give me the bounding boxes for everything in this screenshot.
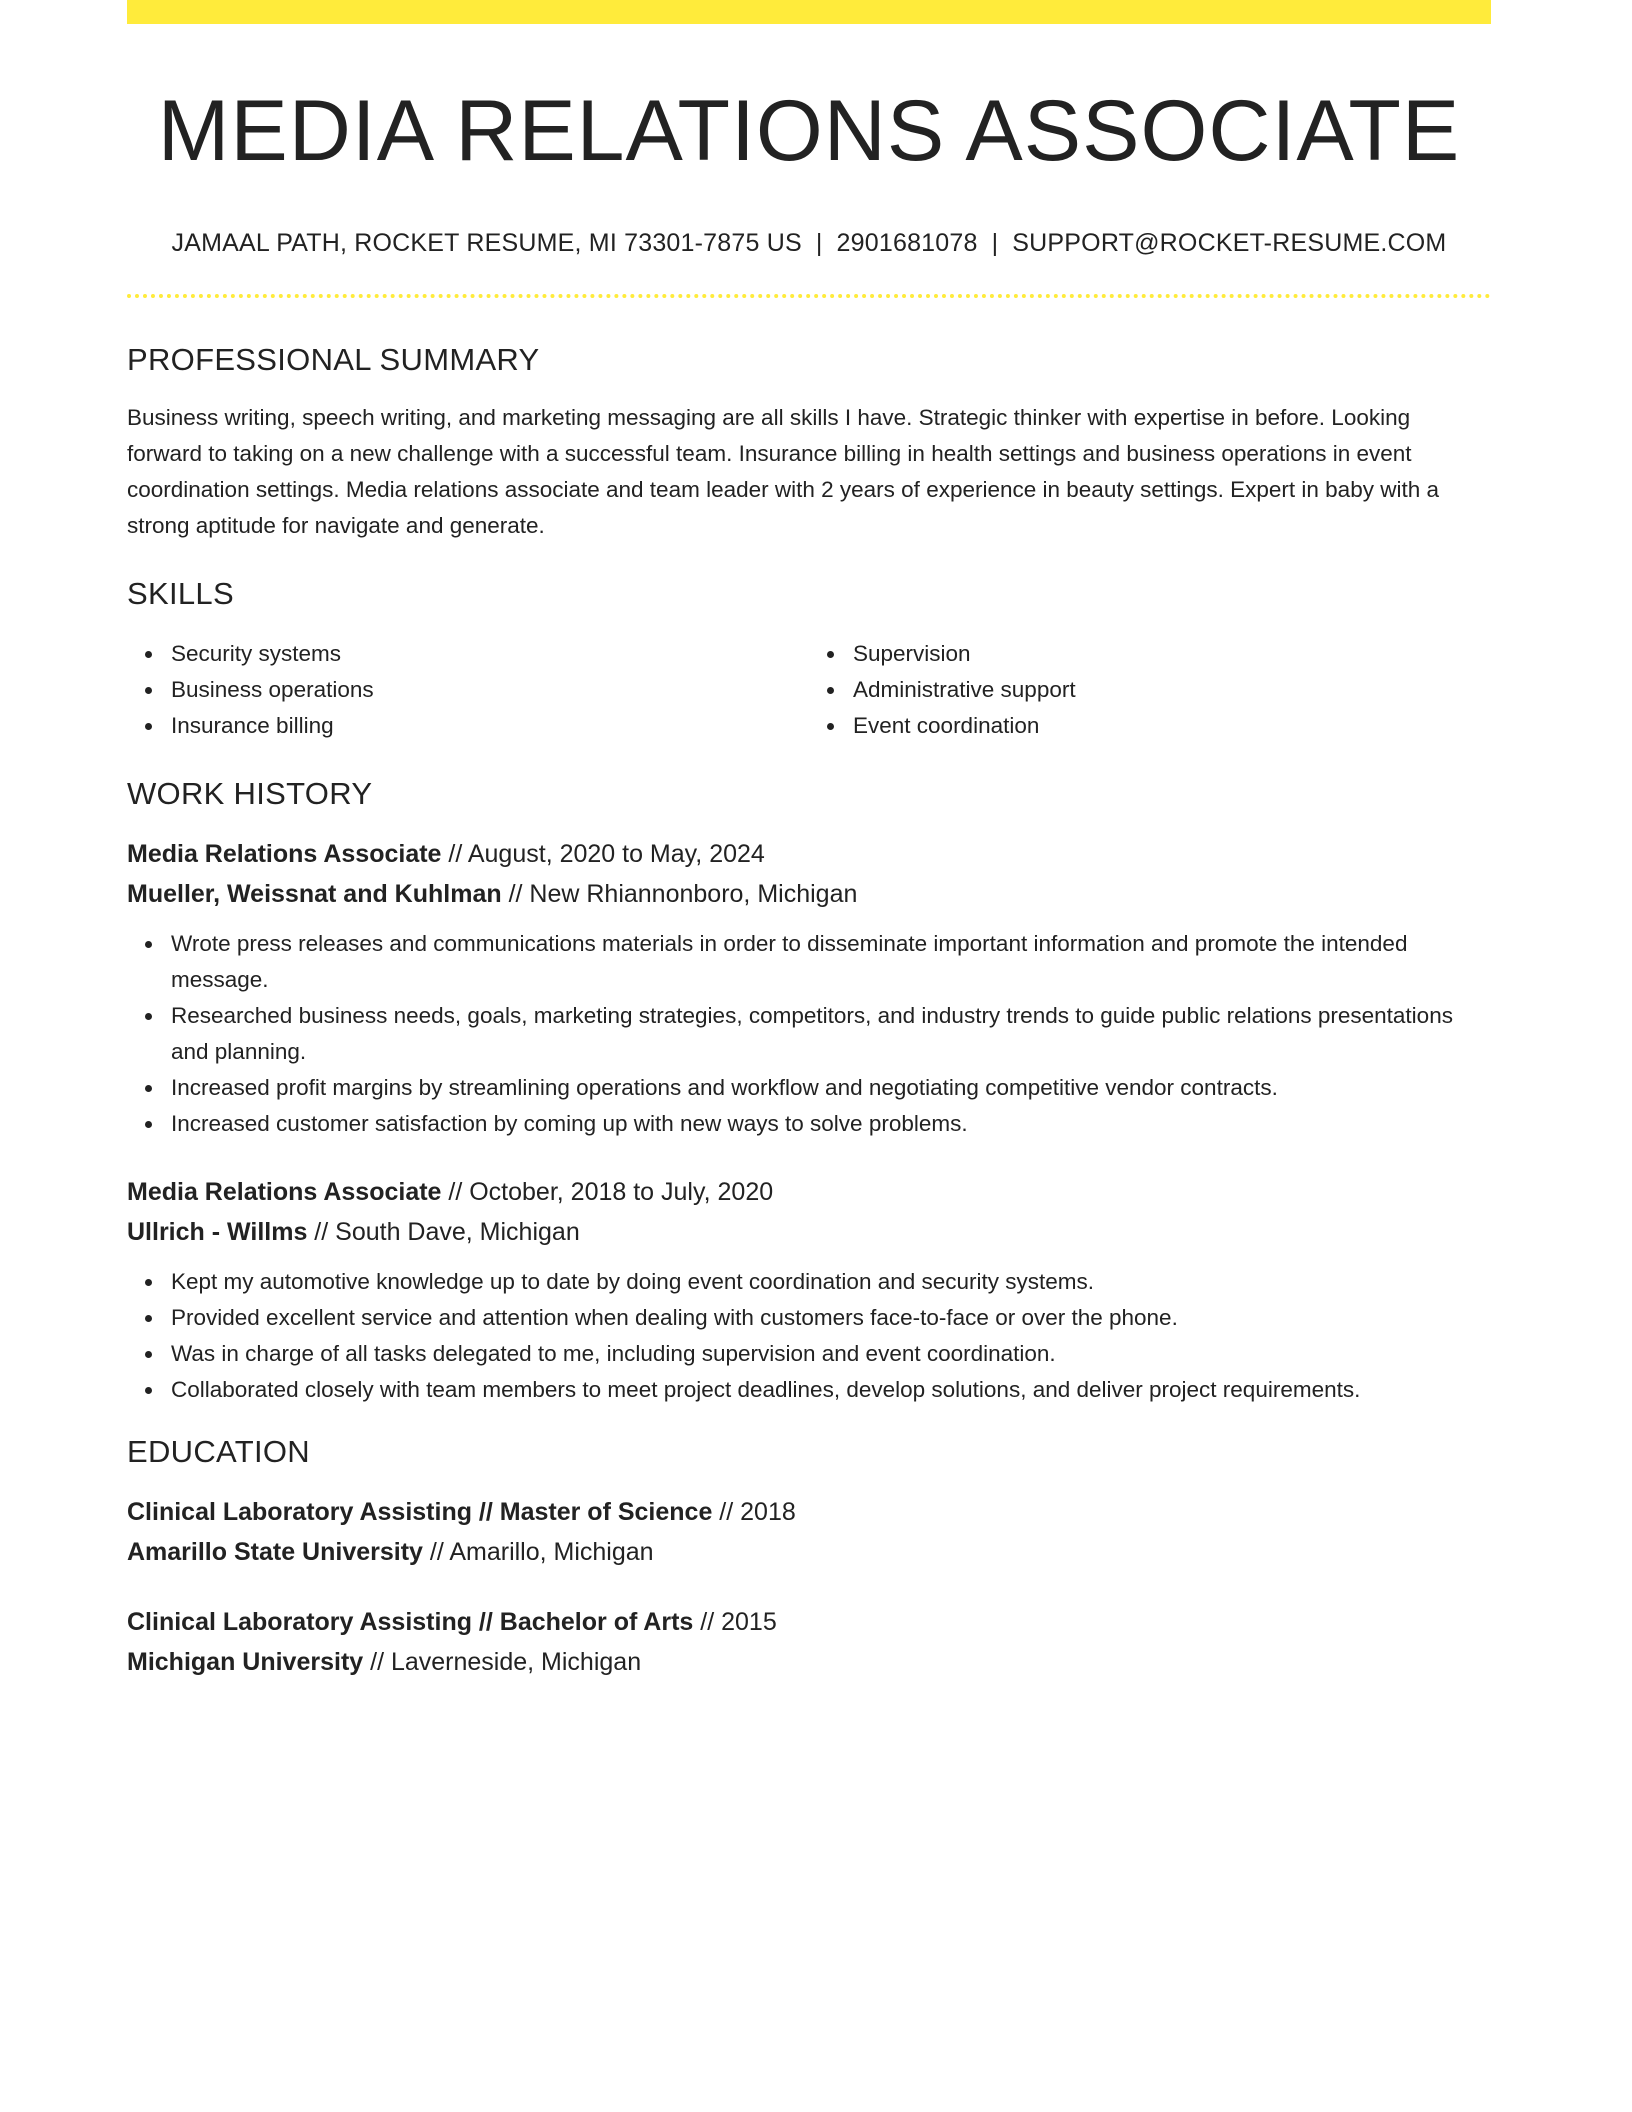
job-entry — [127, 1172, 1491, 1408]
accent-bar — [127, 0, 1491, 24]
skills-heading: SKILLS — [127, 575, 234, 611]
job-company-line — [127, 1212, 1491, 1252]
job-bullet: Increased profit margins by streamlining operations and workflow and negotiating competitive vendor contracts. — [171, 1070, 1491, 1106]
education-degree: Clinical Laboratory Assisting // Master of Science — [127, 1497, 713, 1526]
education-degree-line — [127, 1602, 1491, 1642]
skill-item: Business operations — [171, 672, 809, 708]
skills-grid — [127, 636, 1491, 744]
job-bullet: Collaborated closely with team members to meet project deadlines, develop solutions, and deliver project requirements. — [171, 1372, 1491, 1408]
job-title: Media Relations Associate — [127, 839, 442, 868]
education-school: Amarillo State University — [127, 1537, 423, 1566]
resume-title: MEDIA RELATIONS ASSOCIATE — [157, 83, 1461, 179]
skill-item: Supervision — [853, 636, 1491, 672]
job-title-line — [127, 834, 1491, 874]
job-dates: // October, 2018 to July, 2020 — [441, 1177, 774, 1206]
education-location: // Laverneside, Michigan — [363, 1647, 642, 1676]
education-entry — [127, 1492, 1491, 1572]
skill-item: Security systems — [171, 636, 809, 672]
job-bullet: Kept my automotive knowledge up to date by doing event coordination and security systems. — [171, 1264, 1491, 1300]
summary-heading: PROFESSIONAL SUMMARY — [127, 341, 540, 377]
education-location: // Amarillo, Michigan — [422, 1537, 654, 1566]
job-location: // South Dave, Michigan — [307, 1217, 580, 1246]
contact-separator: | — [991, 228, 999, 257]
skills-column-right — [809, 636, 1491, 744]
education-school: Michigan University — [127, 1647, 364, 1676]
education-school-line — [127, 1532, 1491, 1572]
education-school-line — [127, 1642, 1491, 1682]
divider — [127, 294, 1491, 298]
job-title-line — [127, 1172, 1491, 1212]
contact-phone: 2901681078 — [836, 228, 978, 257]
summary-text: Business writing, speech writing, and marketing messaging are all skills I have. Strategic thinker with expertise in before. Looking forward to taking on a new challenge with a successful team. Insurance billing in health settings and business operations in event coordination settings. Media relations associate and team leader with 2 years of experience in beauty settings. Expert in baby with a strong aptitude for navigate and generate. — [127, 404, 1439, 538]
job-bullet: Wrote press releases and communications materials in order to disseminate important information and promote the intended message. — [171, 926, 1491, 998]
job-company: Mueller, Weissnat and Kuhlman — [127, 879, 502, 908]
skill-item: Insurance billing — [171, 708, 809, 744]
job-bullet: Increased customer satisfaction by coming up with new ways to solve problems. — [171, 1106, 1491, 1142]
education-heading: EDUCATION — [127, 1433, 310, 1469]
job-bullet: Was in charge of all tasks delegated to me, including supervision and event coordination. — [171, 1336, 1491, 1372]
education-degree-line — [127, 1492, 1491, 1532]
resume-page — [127, 0, 1491, 1682]
job-bullets — [127, 926, 1491, 1142]
job-company: Ullrich - Willms — [127, 1217, 308, 1246]
job-bullet: Researched business needs, goals, marketing strategies, competitors, and industry trends to guide public relations presentations and planning. — [171, 998, 1491, 1070]
skill-item: Administrative support — [853, 672, 1491, 708]
contact-address: JAMAAL PATH, ROCKET RESUME, MI 73301-7875 US — [171, 228, 802, 257]
job-title: Media Relations Associate — [127, 1177, 442, 1206]
education-entry — [127, 1602, 1491, 1682]
job-dates: // August, 2020 to May, 2024 — [441, 839, 765, 868]
job-entry — [127, 834, 1491, 1142]
education-year: // 2018 — [712, 1497, 796, 1526]
job-location: // New Rhiannonboro, Michigan — [501, 879, 858, 908]
job-company-line — [127, 874, 1491, 914]
education-year: // 2015 — [693, 1607, 777, 1636]
education-degree: Clinical Laboratory Assisting // Bachelor of Arts — [127, 1607, 694, 1636]
contact-separator: | — [815, 228, 823, 257]
contact-line — [127, 229, 1491, 258]
work-history-heading: WORK HISTORY — [127, 775, 373, 811]
contact-email[interactable]: SUPPORT@ROCKET-RESUME.COM — [1012, 228, 1447, 257]
skill-item: Event coordination — [853, 708, 1491, 744]
job-bullet: Provided excellent service and attention when dealing with customers face-to-face or over the phone. — [171, 1300, 1491, 1336]
skills-column-left — [127, 636, 809, 744]
job-bullets — [127, 1264, 1491, 1408]
